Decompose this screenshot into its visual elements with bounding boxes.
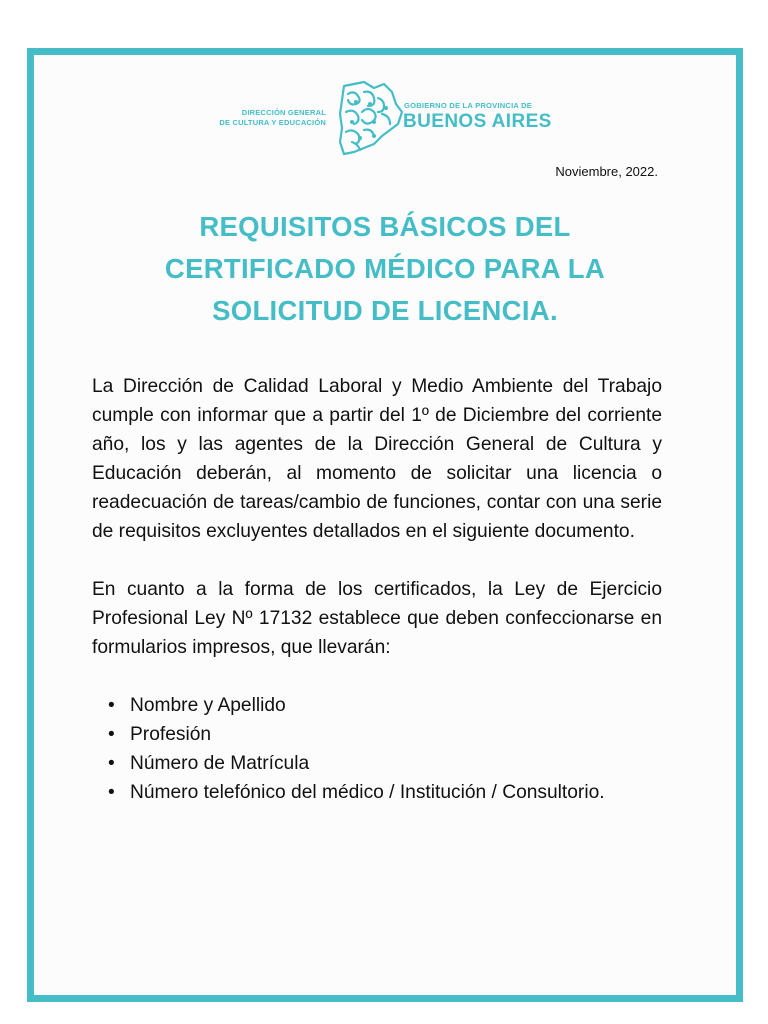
document-body bbox=[92, 372, 662, 807]
list-item bbox=[92, 778, 662, 807]
title-line-1: REQUISITOS BÁSICOS DEL bbox=[199, 211, 571, 242]
dgcye-logo-text bbox=[206, 108, 326, 128]
title-line-2: CERTIFICADO MÉDICO PARA LA bbox=[164, 253, 606, 284]
document-date: Noviembre, 2022. bbox=[555, 164, 658, 179]
list-item bbox=[92, 749, 662, 778]
bullet-icon: • bbox=[108, 753, 115, 774]
list-item bbox=[92, 691, 662, 720]
bullet-icon: • bbox=[108, 782, 115, 803]
document-title bbox=[90, 206, 680, 332]
requirements-list bbox=[92, 691, 662, 807]
bullet-icon: • bbox=[108, 695, 115, 716]
requirement-text: Número de Matrícula bbox=[130, 753, 310, 774]
requirement-text: Nombre y Apellido bbox=[130, 695, 286, 716]
list-item bbox=[92, 720, 662, 749]
law-paragraph: En cuanto a la forma de los certificados, la Ley de Ejercicio Profesional Ley Nº 17132 establece que deben confeccionarse en formularios impresos, que llevarán: bbox=[92, 579, 662, 658]
title-line-3: SOLICITUD DE LICENCIA. bbox=[212, 295, 558, 326]
gov-name: BUENOS AIRES bbox=[403, 111, 552, 132]
buenos-aires-province-map-icon bbox=[334, 78, 404, 156]
intro-paragraph: La Dirección de Calidad Laboral y Medio Ambiente del Trabajo cumple con informar que a partir del 1º de Diciembre del corriente año, los y las agentes de la Dirección General de Cultura y Educación deberán, al momento de solicitar una licencia o readecuación de tareas/cambio de funciones, contar con una serie de requisitos excluyentes detallados en el siguiente documento. bbox=[92, 376, 662, 542]
bullet-icon: • bbox=[108, 724, 115, 745]
requirement-text: Profesión bbox=[130, 724, 212, 745]
org-line-2: DE CULTURA Y EDUCACIÓN bbox=[219, 118, 326, 127]
requirement-text: Número telefónico del médico / Institución / Consultorio. bbox=[130, 782, 605, 803]
gov-line: GOBIERNO DE LA PROVINCIA DE bbox=[404, 101, 533, 110]
org-line-1: DIRECCIÓN GENERAL bbox=[241, 108, 326, 117]
